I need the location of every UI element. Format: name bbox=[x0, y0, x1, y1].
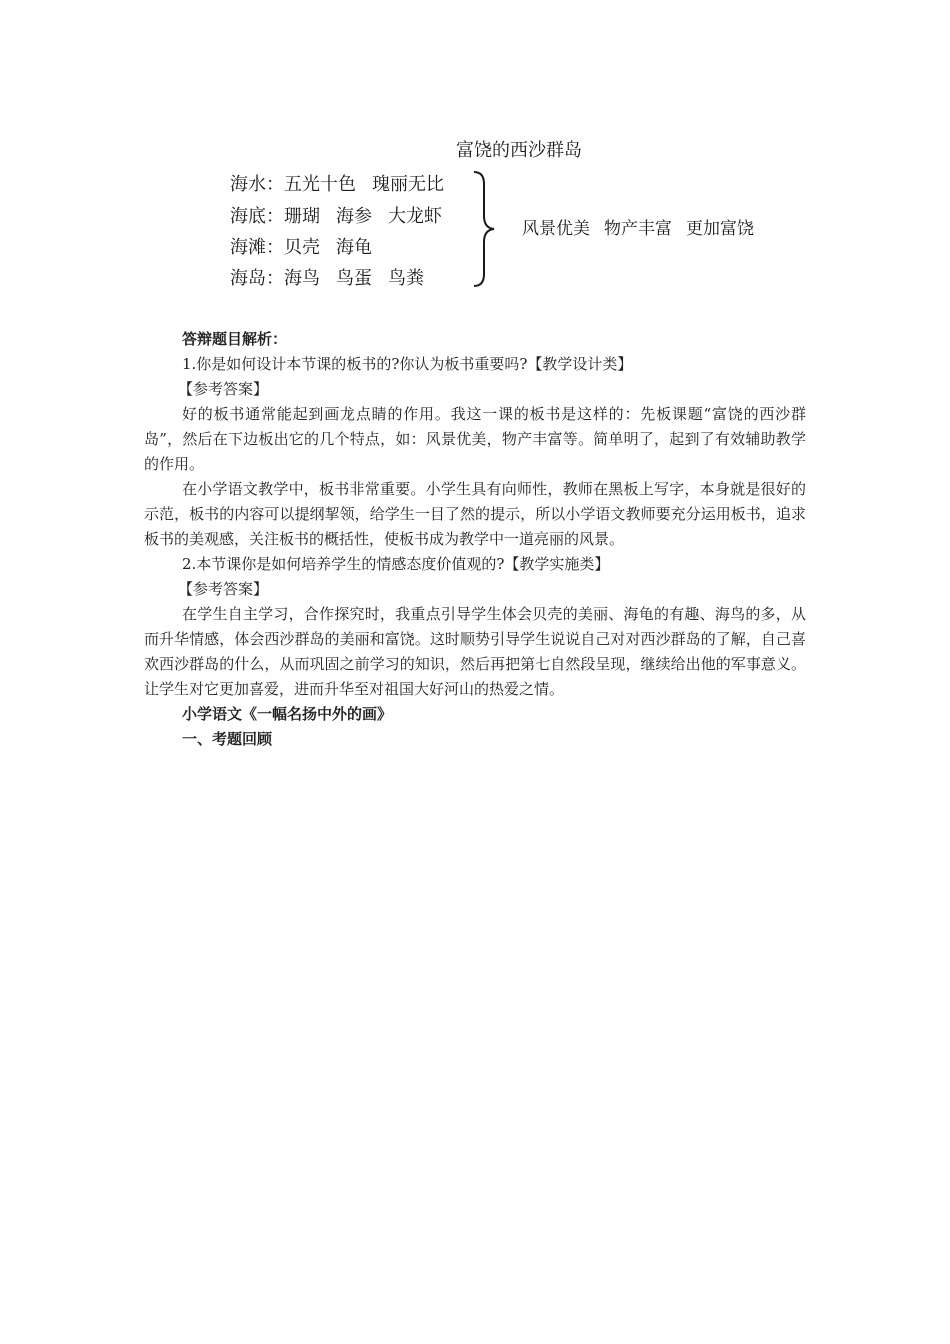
board-term: 鸟粪 bbox=[388, 268, 424, 289]
next-lesson-title: 小学语文《一幅名扬中外的画》 bbox=[182, 705, 393, 723]
board-term: 鸟蛋 bbox=[336, 268, 372, 289]
answer-paragraph: 在小学语文教学中，板书非常重要。小学生具有向师性，教师在黑板上写字，本身就是很好的示范，板书的内容可以提纲挈领，给学生一目了然的提示，所以小学语文教师要充分运用板书，追求板书的美观感，关注板书的概括性，使板书成为教学中一道亮丽的风景。 bbox=[144, 480, 806, 548]
summary-item: 风景优美 bbox=[522, 219, 590, 239]
question-2: 2.本节课你是如何培养学生的情感态度价值观的?【教学实施类】 bbox=[182, 555, 610, 573]
board-term: 海参 bbox=[336, 206, 372, 227]
board-row-label: 海底： bbox=[230, 206, 284, 227]
blackboard-diagram bbox=[228, 134, 788, 294]
board-term: 海龟 bbox=[336, 237, 372, 258]
board-row-label: 海滩： bbox=[230, 237, 284, 258]
board-term: 海鸟 bbox=[284, 268, 320, 289]
board-term: 大龙虾 bbox=[388, 206, 442, 227]
board-row bbox=[230, 170, 460, 196]
answer-paragraph: 好的板书通常能起到画龙点睛的作用。我这一课的板书是这样的：先板课题“富饶的西沙群岛”，然后在下边板出它的几个特点，如：风景优美，物产丰富等。简单明了，起到了有效辅助教学的作用。 bbox=[144, 405, 806, 473]
board-title: 富饶的西沙群岛 bbox=[456, 140, 582, 161]
board-row bbox=[230, 264, 440, 290]
board-row-label: 海水： bbox=[230, 174, 284, 195]
answer-paragraph: 在学生自主学习，合作探究时，我重点引导学生体会贝壳的美丽、海龟的有趣、海鸟的多，从而升华情感，体会西沙群岛的美丽和富饶。这时顺势引导学生说说自己对对西沙群岛的了解，自己喜欢西沙群岛的什么，从而巩固之前学习的知识，然后再把第七自然段呈现，继续给出他的军事意义。让学生对它更加喜爱，进而升华至对祖国大好河山的热爱之情。 bbox=[144, 605, 806, 698]
reference-answer-label: 【参考答案】 bbox=[178, 380, 269, 398]
board-row bbox=[230, 233, 388, 259]
question-1: 1.你是如何设计本节课的板书的?你认为板书重要吗?【教学设计类】 bbox=[182, 355, 633, 373]
board-row bbox=[230, 202, 458, 228]
summary-item: 更加富饶 bbox=[686, 219, 754, 239]
board-term: 贝壳 bbox=[284, 237, 320, 258]
document-body bbox=[144, 327, 806, 752]
board-row-label: 海岛： bbox=[230, 268, 284, 289]
summary-item: 物产丰富 bbox=[604, 219, 672, 239]
board-term: 瑰丽无比 bbox=[372, 174, 444, 195]
analysis-heading: 答辩题目解析： bbox=[182, 330, 288, 348]
section-heading: 一、考题回顾 bbox=[182, 730, 273, 748]
board-term: 珊瑚 bbox=[284, 206, 320, 227]
reference-answer-label: 【参考答案】 bbox=[178, 580, 269, 598]
right-brace-icon bbox=[472, 170, 496, 288]
board-summary bbox=[522, 214, 768, 239]
board-term: 五光十色 bbox=[284, 174, 356, 195]
